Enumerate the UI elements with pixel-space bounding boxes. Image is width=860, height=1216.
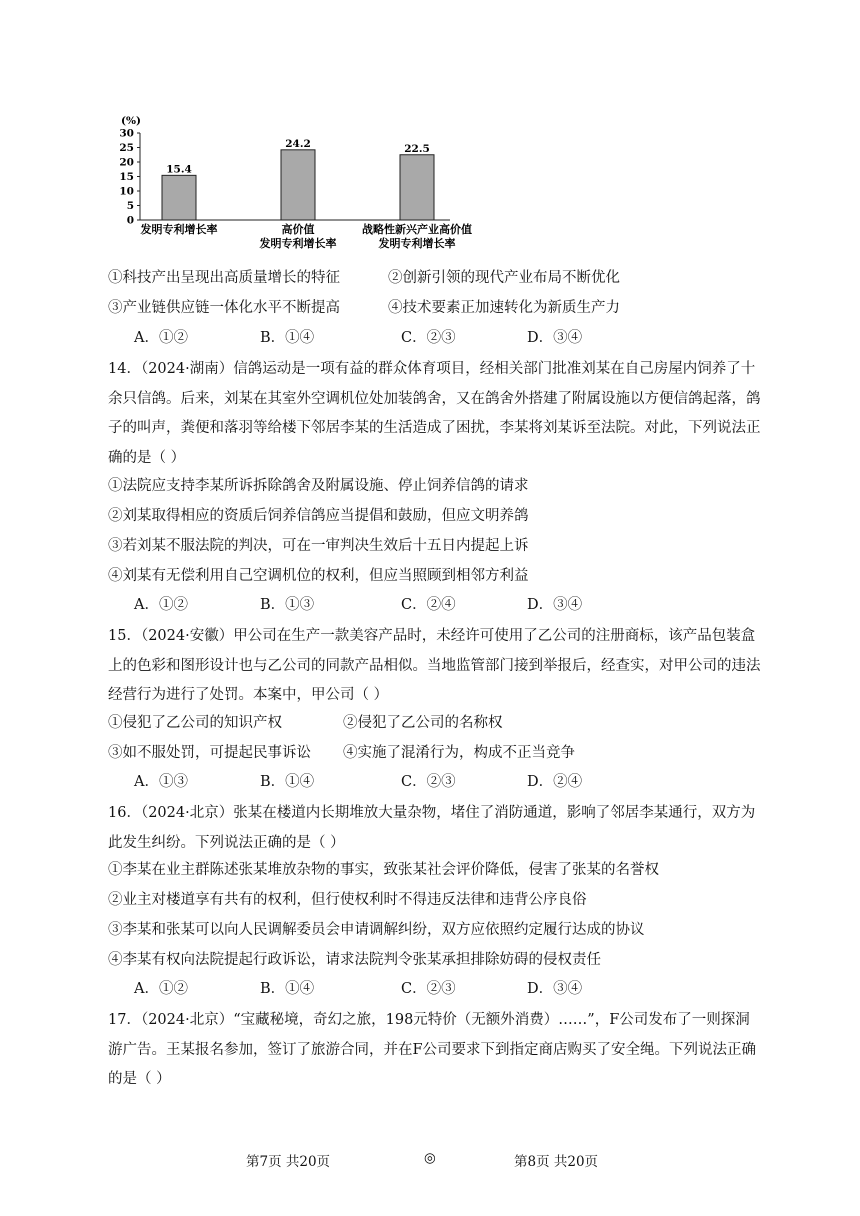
q15-options: [134, 772, 582, 792]
q16-statement-2: ②业主对楼道享有共有的权利，但行使权利时不得违反法律和违背公序良俗: [108, 892, 587, 908]
y-tick-label: 0: [126, 214, 134, 227]
x-category-label: 发明专利增长率: [259, 237, 337, 250]
y-tick-label: 30: [119, 127, 134, 140]
bar: [400, 155, 434, 220]
x-category-label: 高价值: [281, 223, 315, 236]
q16-statement-4: ④李某有权向法院提起行政诉讼，请求法院判令张某承担排除妨碍的侵权责任: [108, 952, 601, 968]
q14-option-c[interactable]: C．②④: [401, 597, 456, 613]
x-category-label: 发明专利增长率: [378, 237, 456, 250]
q14-options: [134, 595, 582, 615]
q13-statement-2: ②创新引领的现代产业布局不断优化: [388, 270, 620, 286]
q15-statement-1: ①侵犯了乙公司的知识产权: [108, 715, 282, 731]
bar: [281, 150, 315, 220]
q16-option-c[interactable]: C．②③: [401, 981, 456, 997]
q15-statement-2: ②侵犯了乙公司的名称权: [343, 715, 503, 731]
q13-option-a[interactable]: A．①②: [134, 330, 188, 346]
q13-statement-3: ③产业链供应链一体化水平不断提高: [108, 300, 340, 316]
y-tick-label: 5: [126, 200, 134, 212]
q15-option-c[interactable]: C．②③: [401, 774, 456, 790]
q13-option-b[interactable]: B．①④: [260, 330, 315, 346]
q14-option-a[interactable]: A．①②: [134, 597, 188, 613]
q15-option-a[interactable]: A．①③: [134, 774, 188, 790]
q14-statement-3: ③若刘某不服法院的判决，可在一审判决生效后十五日内提起上诉: [108, 538, 529, 554]
q16-options: [134, 979, 582, 999]
q16-statement-3: ③李某和张某可以向人民调解委员会申请调解纠纷，双方应依照约定履行达成的协议: [108, 922, 645, 938]
q16-statement-1: ①李某在业主群陈述张某堆放杂物的事实，致张某社会评价降低，侵害了张某的名誉权: [108, 862, 659, 878]
q16-stem: 16．（2024·北京）张某在楼道内长期堆放大量杂物，堵住了消防通道，影响了邻居李某通行，双方为此发生纠纷。下列说法正确的是（ ）: [108, 805, 756, 851]
q14-statement-1: ①法院应支持李某所诉拆除鸽舍及附属设施、停止饲养信鸽的请求: [108, 478, 529, 494]
q15-option-d[interactable]: D．②④: [527, 774, 583, 790]
q14-stem: 14．（2024·湖南）信鸽运动是一项有益的群众体育项目，经相关部门批准刘某在自己房屋内饲养了十余只信鸽。后来，刘某在其室外空调机位处加装鸽舍，又在鸽舍外搭建了附属设施以方便信鸽起落，鸽子的叫声，粪便和落羽等给楼下邻居李某的生活造成了困扰，李某将刘某诉至法院。对此，下列说法正确的是（ ）: [108, 361, 761, 466]
bar-value-label: 24.2: [285, 137, 311, 150]
q14-option-d[interactable]: D．③④: [527, 597, 583, 613]
q13-statement-4: ④技术要素正加速转化为新质生产力: [388, 300, 620, 316]
footer-center-mark: ◎: [424, 1150, 436, 1166]
x-category-label: 发明专利增长率: [140, 223, 218, 236]
footer-page-left: 第7页 共20页: [246, 1154, 331, 1170]
x-category-label: 战略性新兴产业高价值: [362, 223, 472, 236]
q13-option-d[interactable]: D．③④: [527, 330, 583, 346]
q15-statement-4: ④实施了混淆行为，构成不正当竞争: [343, 745, 575, 761]
q17-stem: 17．（2024·北京）“宝藏秘境，奇幻之旅，198元特价（无额外消费）……”，F公司发布了一则探洞游广告。王某报名参加，签订了旅游合同，并在F公司要求下到指定商店购买了安全绳。下列说法正确的是（ ）: [108, 1012, 757, 1087]
q13-statement-1: ①科技产出呈现出高质量增长的特征: [108, 270, 340, 286]
y-tick-label: 25: [119, 142, 134, 154]
page-footer: [0, 1150, 860, 1170]
y-unit-label: (%): [121, 115, 141, 127]
y-tick-label: 15: [119, 171, 134, 183]
y-tick-label: 10: [119, 185, 134, 198]
patent-growth-bar-chart: [110, 110, 510, 260]
q14-statement-4: ④刘某有无偿利用自己空调机位的权利，但应当照顾到相邻方利益: [108, 568, 529, 584]
q14-statement-2: ②刘某取得相应的资质后饲养信鸽应当提倡和鼓励，但应文明养鸽: [108, 508, 529, 524]
y-tick-label: 20: [119, 156, 134, 169]
q13-options: [134, 328, 582, 348]
q13-option-c[interactable]: C．②③: [401, 330, 456, 346]
bar-value-label: 15.4: [166, 163, 192, 176]
bar-value-label: 22.5: [404, 142, 430, 155]
q15-stem: 15．（2024·安徽）甲公司在生产一款美容产品时，未经许可使用了乙公司的注册商标，该产品包装盒上的色彩和图形设计也与乙公司的同款产品相似。当地监管部门接到举报后，经查实，对甲公司的违法经营行为进行了处罚。本案中，甲公司（ ）: [108, 628, 761, 703]
bar: [162, 175, 196, 220]
q16-option-d[interactable]: D．③④: [527, 981, 583, 997]
q14-option-b[interactable]: B．①③: [260, 597, 315, 613]
q16-option-a[interactable]: A．①②: [134, 981, 188, 997]
q15-option-b[interactable]: B．①④: [260, 774, 315, 790]
q15-statement-3: ③如不服处罚，可提起民事诉讼: [108, 745, 311, 761]
footer-page-right: 第8页 共20页: [514, 1154, 599, 1170]
q16-option-b[interactable]: B．①④: [260, 981, 315, 997]
